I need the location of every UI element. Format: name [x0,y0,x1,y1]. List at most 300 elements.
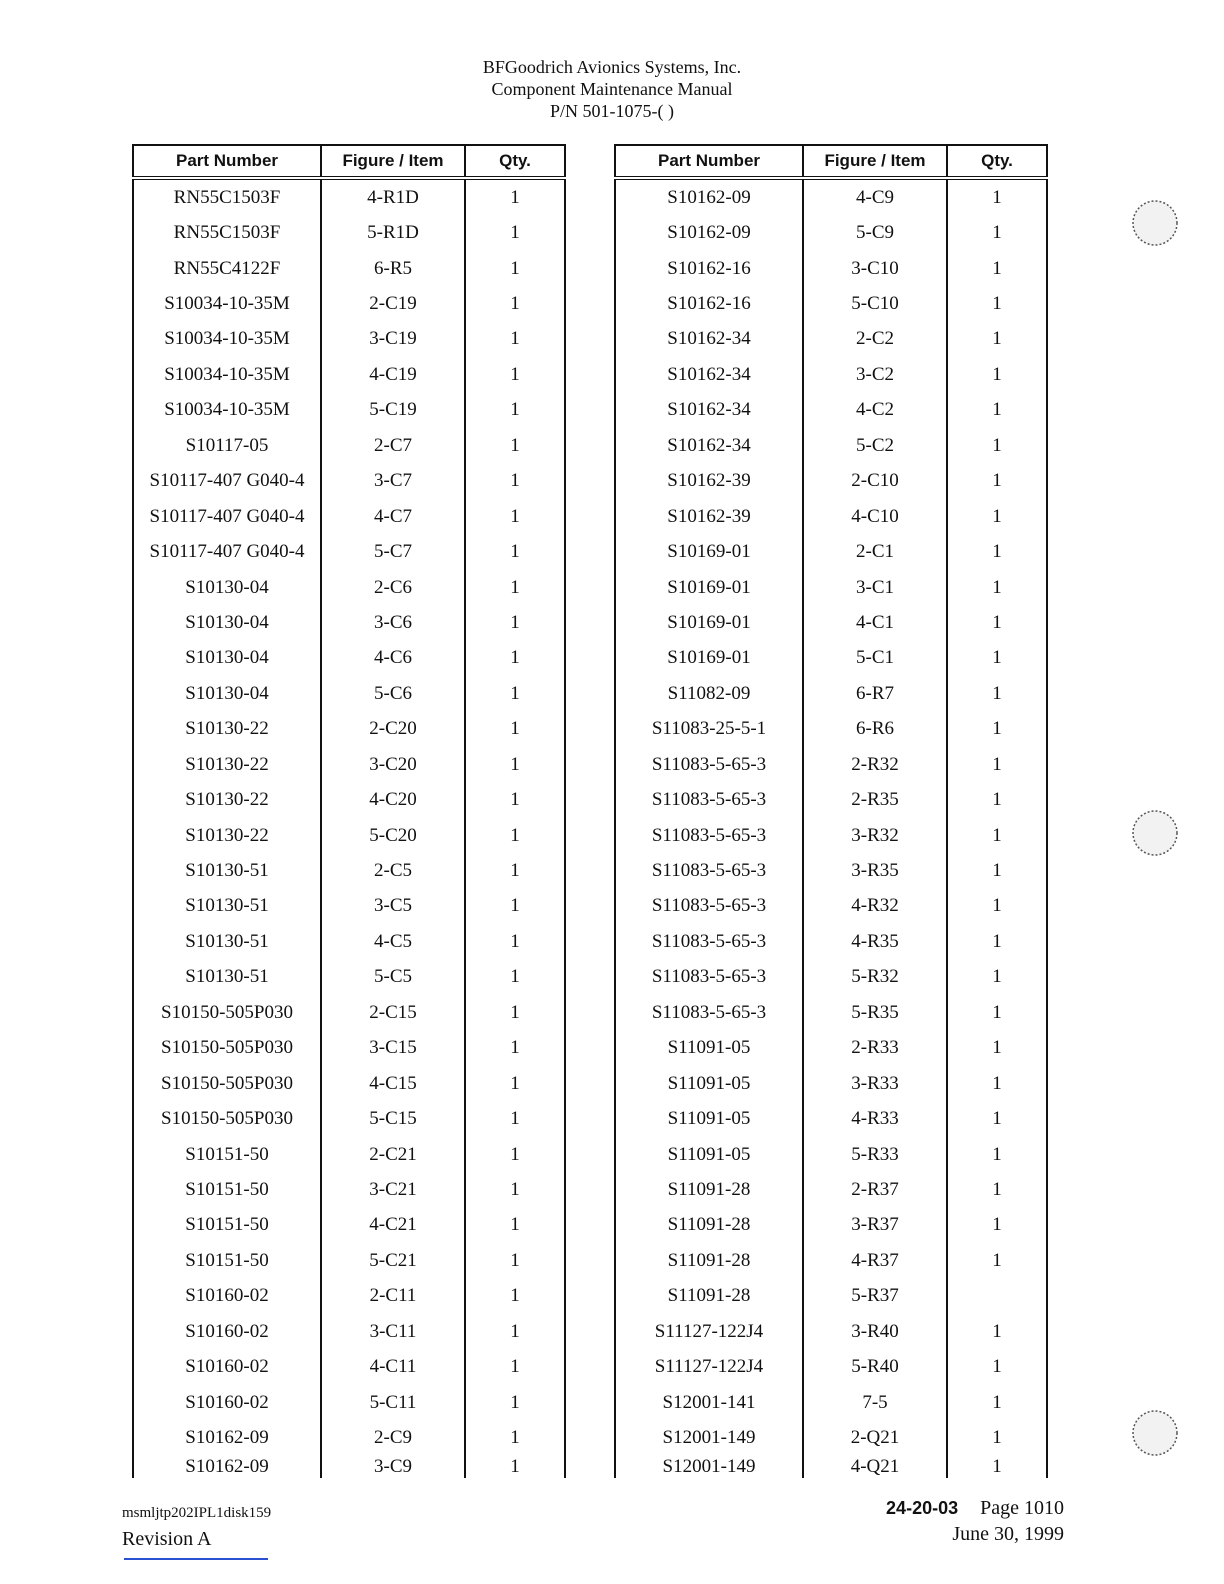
table-row [615,464,1047,499]
qty-cell: 1 [465,534,565,569]
qty-cell: 1 [947,641,1047,676]
qty-cell: 1 [947,215,1047,250]
table-row [133,1137,565,1172]
table-row [615,605,1047,640]
qty-cell [947,1279,1047,1314]
part-number-cell: S11091-05 [615,1066,803,1101]
figure-item-cell: 5-C2 [803,428,947,463]
table-row [615,1208,1047,1243]
figure-item-cell: 3-R32 [803,818,947,853]
qty-cell: 1 [465,1101,565,1136]
qty-cell: 1 [465,1137,565,1172]
table-row [615,1314,1047,1349]
table-row [615,357,1047,392]
parts-table-right [614,144,1048,1478]
table-row [133,286,565,321]
table-row [615,995,1047,1030]
table-row [615,818,1047,853]
table-row [133,747,565,782]
qty-cell: 1 [947,534,1047,569]
figure-item-cell: 2-R32 [803,747,947,782]
part-number-cell: S10169-01 [615,570,803,605]
part-number-cell: S10117-407 G040-4 [133,534,321,569]
figure-item-cell: 7-5 [803,1385,947,1420]
table-row [133,995,565,1030]
footer-left [122,1500,271,1552]
table-row [133,641,565,676]
part-number-cell: S10130-51 [133,924,321,959]
part-number-cell: S10150-505P030 [133,1031,321,1066]
qty-cell: 1 [465,1031,565,1066]
qty-cell: 1 [465,499,565,534]
figure-item-cell: 2-C1 [803,534,947,569]
qty-cell: 1 [947,1031,1047,1066]
part-number-cell: S10160-02 [133,1314,321,1349]
figure-item-cell: 3-C7 [321,464,465,499]
qty-cell: 1 [465,464,565,499]
part-number-cell: S10169-01 [615,534,803,569]
qty-cell: 1 [947,1243,1047,1278]
figure-item-cell: 4-Q21 [803,1456,947,1478]
table-row [133,1066,565,1101]
qty-cell: 1 [465,641,565,676]
table-row [133,1101,565,1136]
qty-cell: 1 [465,924,565,959]
part-number-cell: S12001-149 [615,1420,803,1455]
table-row [133,676,565,711]
table-row [615,960,1047,995]
figure-item-cell: 2-C20 [321,712,465,747]
qty-cell: 1 [465,995,565,1030]
qty-cell: 1 [465,322,565,357]
part-number-cell: S11091-05 [615,1101,803,1136]
figure-item-cell: 6-R7 [803,676,947,711]
figure-item-cell: 3-C2 [803,357,947,392]
qty-cell: 1 [465,712,565,747]
part-number-cell: S10117-407 G040-4 [133,464,321,499]
qty-cell: 1 [947,1349,1047,1384]
part-number-cell: S10150-505P030 [133,1101,321,1136]
table-row [133,853,565,888]
part-number-cell: S10130-22 [133,747,321,782]
figure-item-cell: 2-C6 [321,570,465,605]
qty-cell: 1 [947,178,1047,215]
part-number-cell: S11083-5-65-3 [615,818,803,853]
qty-cell: 1 [465,1243,565,1278]
qty-cell: 1 [465,1385,565,1420]
qty-cell: 1 [947,853,1047,888]
table-row [133,1385,565,1420]
figure-item-cell: 4-R33 [803,1101,947,1136]
part-number-cell: S10160-02 [133,1279,321,1314]
table-row [615,712,1047,747]
qty-cell: 1 [947,251,1047,286]
table-row [615,1066,1047,1101]
qty-cell: 1 [465,1314,565,1349]
part-number-cell: S10117-407 G040-4 [133,499,321,534]
qty-cell: 1 [947,712,1047,747]
figure-item-cell: 4-C11 [321,1349,465,1384]
figure-item-cell: 5-C19 [321,393,465,428]
figure-item-cell: 3-C20 [321,747,465,782]
table-row [133,178,565,215]
qty-cell: 1 [465,1456,565,1478]
qty-cell: 1 [947,1385,1047,1420]
table-row [615,924,1047,959]
qty-cell: 1 [947,1066,1047,1101]
table-row [133,1243,565,1278]
qty-cell: 1 [947,570,1047,605]
qty-cell: 1 [947,464,1047,499]
punch-hole-icon [1128,806,1182,860]
figure-item-cell: 4-C7 [321,499,465,534]
figure-item-cell: 4-C15 [321,1066,465,1101]
part-number-cell: S10151-50 [133,1208,321,1243]
part-number-cell: S10034-10-35M [133,286,321,321]
part-number-cell: S10160-02 [133,1385,321,1420]
qty-cell: 1 [947,1172,1047,1207]
figure-item-cell: 5-C1 [803,641,947,676]
table-row [615,641,1047,676]
table-row [133,393,565,428]
figure-item-cell: 2-R33 [803,1031,947,1066]
part-number-cell: S11083-5-65-3 [615,782,803,817]
part-number-cell: S11083-5-65-3 [615,924,803,959]
part-number-cell: S10130-51 [133,853,321,888]
part-number-cell: S11091-28 [615,1279,803,1314]
table-header-row [133,145,565,178]
figure-item-cell: 4-R35 [803,924,947,959]
qty-cell: 1 [947,747,1047,782]
table-row [615,534,1047,569]
figure-item-cell: 3-C9 [321,1456,465,1478]
figure-item-cell: 3-C19 [321,322,465,357]
qty-cell: 1 [465,251,565,286]
table-row [615,1456,1047,1478]
part-number-cell: S10034-10-35M [133,357,321,392]
figure-item-cell: 3-R33 [803,1066,947,1101]
parts-table-left-body [133,178,565,1478]
footer-date: June 30, 1999 [952,1523,1064,1545]
qty-cell: 1 [947,357,1047,392]
qty-cell: 1 [465,605,565,640]
qty-cell: 1 [947,1137,1047,1172]
part-number-cell: S11083-25-5-1 [615,712,803,747]
table-row [133,534,565,569]
figure-item-cell: 2-C7 [321,428,465,463]
figure-item-cell: 3-R35 [803,853,947,888]
figure-item-cell: 4-C1 [803,605,947,640]
part-number-cell: S10034-10-35M [133,393,321,428]
qty-cell: 1 [465,747,565,782]
figure-item-cell: 5-R37 [803,1279,947,1314]
qty-cell: 1 [465,570,565,605]
table-row [615,1385,1047,1420]
part-number-cell: S10162-34 [615,322,803,357]
part-number-cell: S10130-04 [133,676,321,711]
qty-cell: 1 [947,1456,1047,1478]
table-row [133,818,565,853]
qty-cell: 1 [947,605,1047,640]
column-header-qty: Qty. [465,145,565,178]
figure-item-cell: 2-C2 [803,322,947,357]
column-header-qty: Qty. [947,145,1047,178]
part-number-cell: S11083-5-65-3 [615,960,803,995]
column-header-figure-item: Figure / Item [803,145,947,178]
table-row [133,1031,565,1066]
qty-cell: 1 [947,889,1047,924]
footer-page-number: Page 1010 [980,1497,1064,1519]
table-row [133,428,565,463]
table-row [615,889,1047,924]
qty-cell: 1 [947,286,1047,321]
part-number-cell: S11083-5-65-3 [615,995,803,1030]
part-number-cell: S10150-505P030 [133,995,321,1030]
footer-filename: msmljtp202IPL1disk159 [122,1505,272,1521]
table-row [133,1279,565,1314]
qty-cell: 1 [465,960,565,995]
qty-cell: 1 [465,1420,565,1455]
figure-item-cell: 3-R37 [803,1208,947,1243]
figure-item-cell: 2-C9 [321,1420,465,1455]
figure-item-cell: 5-C6 [321,676,465,711]
company-name: BFGoodrich Avionics Systems, Inc. [482,57,742,77]
footer-right [886,1495,1064,1547]
qty-cell: 1 [465,676,565,711]
figure-item-cell: 4-C10 [803,499,947,534]
part-number-cell: S10151-50 [133,1172,321,1207]
table-row [133,712,565,747]
table-row [133,960,565,995]
part-number-cell: S10151-50 [133,1243,321,1278]
part-number-cell: S10130-22 [133,712,321,747]
part-number-cell: S11083-5-65-3 [615,747,803,782]
table-row [133,889,565,924]
figure-item-cell: 5-C20 [321,818,465,853]
figure-item-cell: 4-R1D [321,178,465,215]
qty-cell: 1 [465,428,565,463]
table-row [615,428,1047,463]
qty-cell: 1 [465,1066,565,1101]
part-number-cell: S10130-04 [133,570,321,605]
qty-cell: 1 [947,676,1047,711]
figure-item-cell: 4-C19 [321,357,465,392]
qty-cell: 1 [465,178,565,215]
figure-item-cell: 2-C15 [321,995,465,1030]
table-row [615,570,1047,605]
part-number-cell: S10162-16 [615,251,803,286]
document-header [0,56,1224,122]
table-row [615,782,1047,817]
part-number-cell: S12001-141 [615,1385,803,1420]
part-number-cell: S11091-28 [615,1243,803,1278]
part-number-cell: S11127-122J4 [615,1349,803,1384]
manual-part-number: P/N 501-1075-( ) [550,101,674,121]
table-row [615,178,1047,215]
figure-item-cell: 4-R32 [803,889,947,924]
figure-item-cell: 3-C1 [803,570,947,605]
figure-item-cell: 2-C19 [321,286,465,321]
part-number-cell: S10162-34 [615,357,803,392]
table-row [615,286,1047,321]
part-number-cell: RN55C1503F [133,178,321,215]
figure-item-cell: 5-C15 [321,1101,465,1136]
part-number-cell: RN55C1503F [133,215,321,250]
part-number-cell: S10162-39 [615,464,803,499]
table-row [615,1420,1047,1455]
figure-item-cell: 3-C6 [321,605,465,640]
figure-item-cell: 4-C5 [321,924,465,959]
figure-item-cell: 2-C21 [321,1137,465,1172]
table-row [133,464,565,499]
figure-item-cell: 2-C11 [321,1279,465,1314]
figure-item-cell: 6-R5 [321,251,465,286]
figure-item-cell: 5-R35 [803,995,947,1030]
qty-cell: 1 [947,995,1047,1030]
figure-item-cell: 5-R33 [803,1137,947,1172]
part-number-cell: S10130-04 [133,641,321,676]
qty-cell: 1 [465,853,565,888]
part-number-cell: S10162-09 [133,1420,321,1455]
table-row [133,1420,565,1455]
table-row [615,1137,1047,1172]
qty-cell: 1 [465,1208,565,1243]
qty-cell: 1 [947,393,1047,428]
table-row [133,215,565,250]
figure-item-cell: 2-C10 [803,464,947,499]
qty-cell: 1 [465,1172,565,1207]
part-number-cell: S10034-10-35M [133,322,321,357]
qty-cell: 1 [947,1420,1047,1455]
qty-cell: 1 [947,1208,1047,1243]
part-number-cell: S10130-04 [133,605,321,640]
figure-item-cell: 6-R6 [803,712,947,747]
figure-item-cell: 4-C9 [803,178,947,215]
table-row [615,393,1047,428]
part-number-cell: S10130-51 [133,960,321,995]
column-header-figure-item: Figure / Item [321,145,465,178]
table-row [615,1243,1047,1278]
figure-item-cell: 5-C11 [321,1385,465,1420]
table-row [615,251,1047,286]
part-number-cell: S10162-34 [615,428,803,463]
part-number-cell: S10162-09 [615,178,803,215]
footer-revision: Revision A [122,1528,212,1550]
part-number-cell: S11091-05 [615,1137,803,1172]
part-number-cell: S11091-28 [615,1172,803,1207]
table-row [615,747,1047,782]
figure-item-cell: 5-C9 [803,215,947,250]
parts-table-right-body [615,178,1047,1478]
figure-item-cell: 5-R1D [321,215,465,250]
table-row [615,1172,1047,1207]
part-number-cell: S10160-02 [133,1349,321,1384]
qty-cell: 1 [465,1349,565,1384]
table-row [133,1172,565,1207]
part-number-cell: S10169-01 [615,641,803,676]
table-row [615,215,1047,250]
table-row [615,322,1047,357]
figure-item-cell: 5-C5 [321,960,465,995]
qty-cell: 1 [947,428,1047,463]
part-number-cell: RN55C4122F [133,251,321,286]
punch-hole-icon [1128,1406,1182,1460]
part-number-cell: S10130-51 [133,889,321,924]
qty-cell: 1 [947,499,1047,534]
part-number-cell: S11082-09 [615,676,803,711]
table-row [615,853,1047,888]
part-number-cell: S10162-09 [133,1456,321,1478]
figure-item-cell: 4-R37 [803,1243,947,1278]
table-row [615,1031,1047,1066]
figure-item-cell: 3-C10 [803,251,947,286]
figure-item-cell: 4-C6 [321,641,465,676]
part-number-cell: S10151-50 [133,1137,321,1172]
table-row [133,1208,565,1243]
qty-cell: 1 [947,960,1047,995]
qty-cell: 1 [947,1314,1047,1349]
figure-item-cell: 4-C20 [321,782,465,817]
part-number-cell: S10162-16 [615,286,803,321]
qty-cell: 1 [465,357,565,392]
qty-cell: 1 [947,782,1047,817]
part-number-cell: S10117-05 [133,428,321,463]
figure-item-cell: 2-C5 [321,853,465,888]
table-row [615,1349,1047,1384]
part-number-cell: S10150-505P030 [133,1066,321,1101]
table-row [133,605,565,640]
table-row [133,570,565,605]
table-row [133,924,565,959]
figure-item-cell: 4-C21 [321,1208,465,1243]
table-row [133,357,565,392]
qty-cell: 1 [465,393,565,428]
figure-item-cell: 5-C7 [321,534,465,569]
part-number-cell: S12001-149 [615,1456,803,1478]
manual-title: Component Maintenance Manual [491,79,733,99]
figure-item-cell: 5-C10 [803,286,947,321]
qty-cell: 1 [465,1279,565,1314]
part-number-cell: S10130-22 [133,818,321,853]
qty-cell: 1 [947,818,1047,853]
figure-item-cell: 3-C21 [321,1172,465,1207]
figure-item-cell: 5-R32 [803,960,947,995]
table-row [133,1314,565,1349]
table-row [615,676,1047,711]
part-number-cell: S11083-5-65-3 [615,889,803,924]
table-row [615,1279,1047,1314]
punch-hole-icon [1128,196,1182,250]
figure-item-cell: 3-C5 [321,889,465,924]
qty-cell: 1 [465,818,565,853]
qty-cell: 1 [465,889,565,924]
figure-item-cell: 5-R40 [803,1349,947,1384]
figure-item-cell: 4-C2 [803,393,947,428]
qty-cell: 1 [465,286,565,321]
part-number-cell: S11091-28 [615,1208,803,1243]
qty-cell: 1 [465,782,565,817]
table-row [133,782,565,817]
figure-item-cell: 5-C21 [321,1243,465,1278]
figure-item-cell: 3-C15 [321,1031,465,1066]
part-number-cell: S11083-5-65-3 [615,853,803,888]
qty-cell: 1 [947,1101,1047,1136]
table-row [615,1101,1047,1136]
part-number-cell: S11091-05 [615,1031,803,1066]
part-number-cell: S10130-22 [133,782,321,817]
column-header-part-number: Part Number [615,145,803,178]
table-row [133,1349,565,1384]
